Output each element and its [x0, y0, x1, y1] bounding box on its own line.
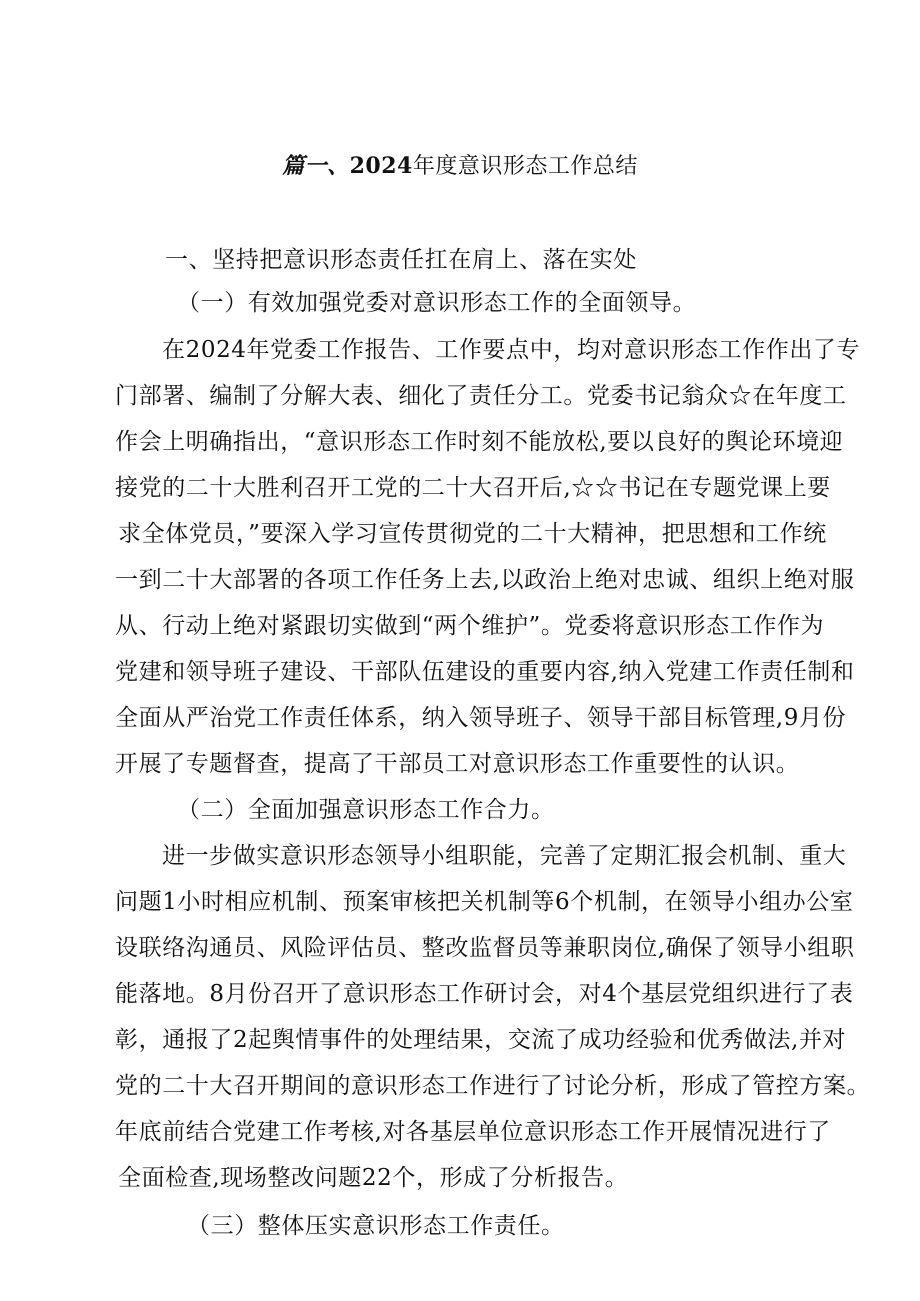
paragraph-line: 党的二十大召开期间的意识形态工作进行了讨论分析，形成了管控方案。 [115, 1073, 871, 1099]
subsection-heading-1: （一）有效加强党委对意识形态工作的全面领导。 [177, 290, 697, 316]
paragraph-line: 从、行动上绝对紧跟切实做到“两个维护”。党委将意识形态工作作为 [115, 613, 825, 639]
paragraph-line: 一到二十大部署的各项工作任务上去,以政治上绝对忠诚、组织上绝对服 [115, 567, 855, 593]
paragraph-line: 在2024年党委工作报告、工作要点中，均对意识形态工作作出了专 [162, 337, 861, 363]
title-year: 2024 [349, 153, 413, 179]
subsection-heading-2: （二）全面加强意识形态工作合力。 [177, 797, 555, 823]
paragraph-line: 作会上明确指出，“意识形态工作时刻不能放松,要以良好的舆论环境迎 [115, 429, 844, 455]
paragraph-line: 彰，通报了2起舆情事件的处理结果，交流了成功经验和优秀做法,并对 [115, 1027, 847, 1053]
paragraph-line: 进一步做实意识形态领导小组职能，完善了定期汇报会机制、重大 [162, 843, 847, 869]
paragraph-line: 设联络沟通员、风险评估员、整改监督员等兼职岗位,确保了领导小组职 [115, 935, 855, 961]
title-prefix: 篇一、 [282, 153, 350, 179]
title-text: 年度意识形态工作总结 [412, 154, 638, 179]
paragraph-line: 求全体党员，”要深入学习宣传贯彻党的二十大精神，把思想和工作统 [118, 521, 827, 547]
paragraph-line: 门部署、编制了分解大表、细化了责任分工。党委书记翁众☆在年度工 [115, 383, 847, 409]
section-heading-1: 一、坚持把意识形态责任扛在肩上、落在实处 [165, 247, 637, 273]
paragraph-line: 能落地。8月份召开了意识形态工作研讨会，对4个基层党组织进行了表 [115, 981, 854, 1007]
paragraph-line: 问题1小时相应机制、预案审核把关机制等6个机制，在领导小组办公室 [115, 889, 854, 915]
paragraph-line: 党建和领导班子建设、干部队伍建设的重要内容,纳入党建工作责任制和 [115, 659, 855, 685]
subsection-heading-3: （三）整体压实意识形态工作责任。 [187, 1213, 565, 1239]
paragraph-line: 接党的二十大胜利召开工党的二十大召开后,☆☆书记在专题党课上要 [115, 475, 831, 501]
document-title [0, 146, 920, 187]
paragraph-line: 开展了专题督查，提高了干部员工对意识形态工作重要性的认识。 [115, 751, 800, 777]
paragraph-line: 全面检查,现场整改问题22个，形成了分析报告。 [118, 1165, 629, 1191]
paragraph-line: 年底前结合党建工作考核,对各基层单位意识形态工作开展情况进行了 [115, 1119, 831, 1145]
paragraph-line: 全面从严治党工作责任体系，纳入领导班子、领导干部目标管理,9月份 [115, 705, 847, 731]
